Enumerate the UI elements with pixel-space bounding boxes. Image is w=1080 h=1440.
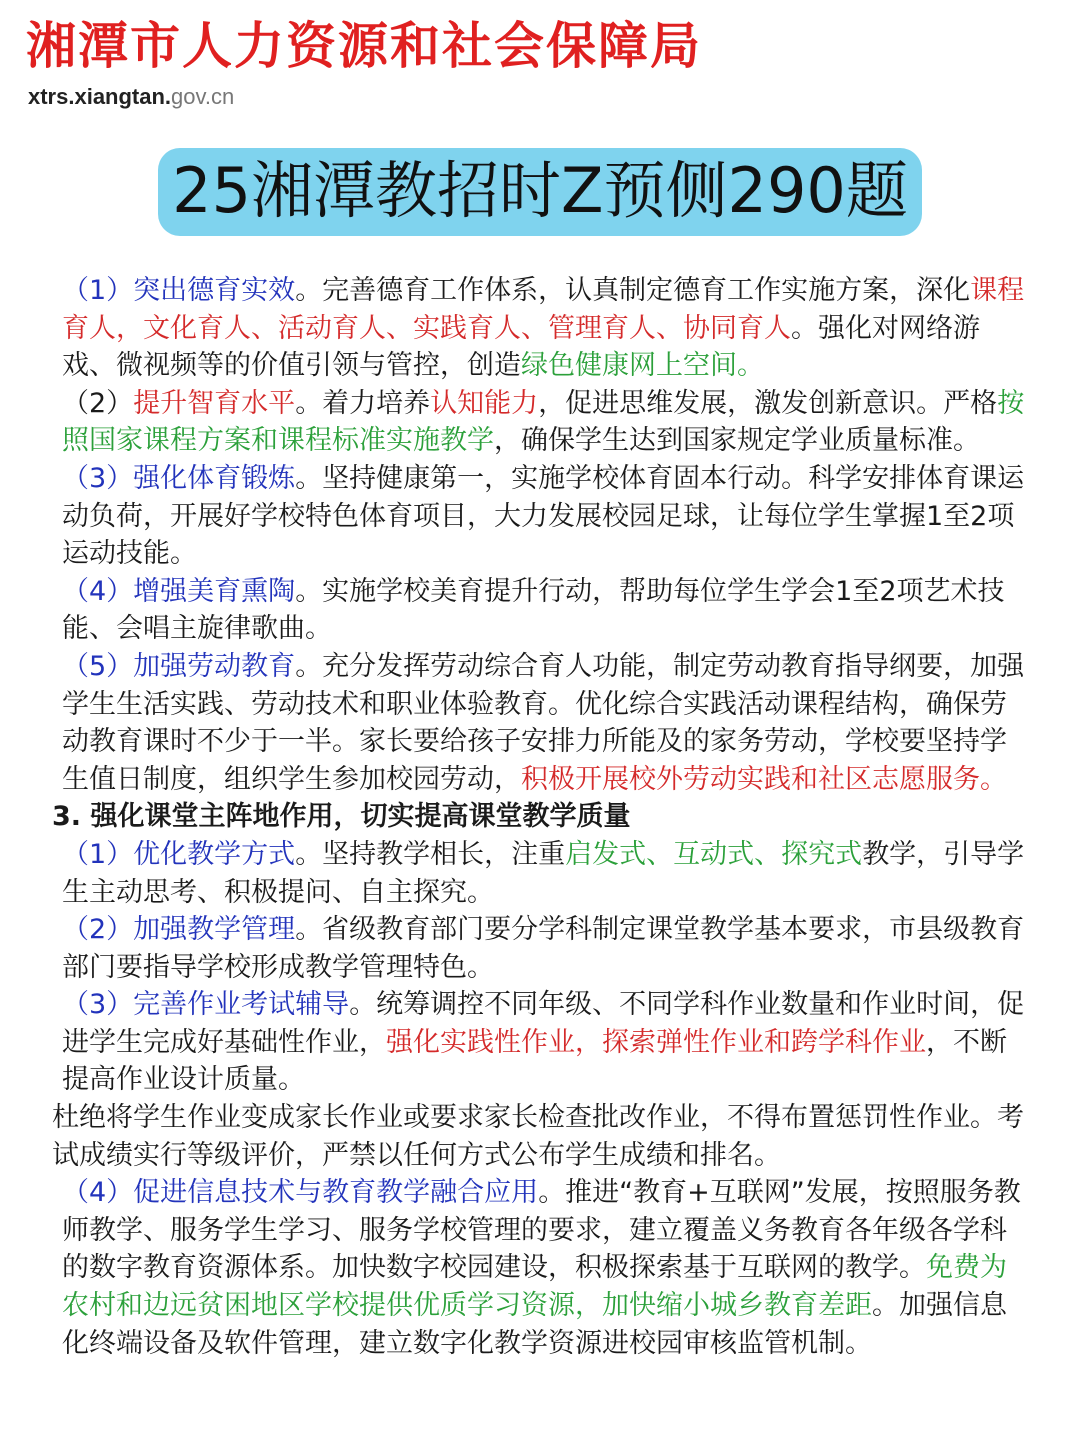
site-url-tld: gov.cn [171, 84, 235, 109]
item-text: ，确保学生达到国家规定学业质量标准。 [494, 425, 980, 457]
item-heading: （1）优化教学方式 [62, 838, 296, 870]
item-text: 。省级教育部门要分学科制定课堂教学基本要求，市县级教育部门要指导学校形成教学管理特色。 [62, 914, 1025, 983]
paragraph-information-technology [52, 1174, 1032, 1362]
item-heading: （3）完善作业考试辅导 [62, 989, 350, 1021]
highlight-red: 认知能力 [430, 387, 539, 419]
page-title: 25湘潭教招时Z预侧290题 [158, 148, 922, 236]
header [26, 14, 702, 110]
org-name: 湘潭市人力资源和社会保障局 [26, 17, 702, 75]
item-number: （2） [62, 387, 134, 419]
paragraph-homework-rules [52, 1099, 1032, 1174]
item-text: 。完善德育工作体系，认真制定德育工作实施方案，深化 [295, 275, 971, 306]
item-text: 。充分发挥劳动综合育人功能，制定劳动教育指导纲要，加强学生生活实践、劳动技术和职业体验教育。优化综合实践活动课程结构，确保劳动教育课时不少于一半。家长要给孩子安排力所能及的家务劳动，学校要坚持学生值日制度，组织学生参加校园劳动， [62, 650, 1025, 795]
paragraph-homework-exams [52, 986, 1032, 1099]
content [52, 272, 1032, 1362]
site-url-main: xtrs.xiangtan. [28, 84, 172, 109]
site-url [28, 84, 702, 110]
item-text: 。统筹调控不同年级、不同学科作业数量和作业时间，促进学生完成好基础性作业， [62, 989, 1025, 1058]
item-text: ，不断提高作业设计质量。 [62, 1026, 1007, 1096]
paragraph-moral-education [52, 272, 1032, 385]
highlight-green: 绿色健康网上空间。 [521, 350, 764, 382]
item-heading: （1）突出德育实效 [62, 275, 296, 306]
item-text: 。强化对网络游戏、微视频等的价值引领与管控，创造 [62, 312, 980, 382]
highlight-green: 启发式、互动式、探究式 [565, 838, 863, 870]
item-heading: （5）加强劳动教育 [62, 650, 296, 682]
highlight-green: 免费为农村和边远贫困地区学校提供优质学习资源，加快缩小城乡教育差距 [62, 1252, 1007, 1322]
item-text: 。坚持教学相长，注重 [295, 838, 566, 870]
paragraph-labor-education [52, 648, 1032, 798]
item-text: 教学，引导学生主动思考、积极提问、自主探究。 [62, 838, 1025, 908]
item-text: 。实施学校美育提升行动，帮助每位学生学会1至2项艺术技能、会唱主旋律歌曲。 [62, 575, 1005, 645]
highlight-green: 按照国家课程方案和课程标准实施教学 [62, 387, 1025, 457]
item-text: ，促进思维发展，激发创新意识。严格 [538, 387, 998, 419]
paragraph-teaching-methods [52, 836, 1032, 911]
item-text: 。坚持健康第一，实施学校体育固本行动。科学安排体育课运动负荷，开展好学校特色体育项目，大力发展校园足球，让每位学生掌握1至2项运动技能。 [62, 462, 1025, 570]
item-heading: （2）加强教学管理 [62, 914, 296, 946]
highlight-red: 积极开展校外劳动实践和社区志愿服务。 [521, 763, 1007, 795]
item-text: 。加强信息化终端设备及软件管理，建立数字化教学资源进校园审核监管机制。 [62, 1290, 1007, 1359]
item-heading: 提升智育水平 [133, 387, 296, 419]
item-text: 。着力培养 [295, 387, 431, 419]
item-heading: （3）强化体育锻炼 [62, 462, 296, 494]
paragraph-aesthetic-education [52, 573, 1032, 648]
highlight-red: 课程育人，文化育人、活动育人、实践育人、管理育人、协同育人 [62, 275, 1025, 344]
item-text: 杜绝将学生作业变成家长作业或要求家长检查批改作业，不得布置惩罚性作业。考试成绩实行等级评价，严禁以任何方式公布学生成绩和排名。 [52, 1102, 1024, 1171]
paragraph-physical-education [52, 460, 1032, 573]
item-heading: （4）增强美育熏陶 [62, 575, 296, 607]
highlight-red: 强化实践性作业，探索弹性作业和跨学科作业 [386, 1026, 926, 1058]
section-heading: 3. 强化课堂主阵地作用，切实提高课堂教学质量 [52, 801, 631, 833]
item-text: 。推进“教育+互联网”发展，按照服务教师教学、服务学生学习、服务学校管理的要求，建立覆盖义务教育各年级各学科的数字教育资源体系。加快数字校园建设，积极探索基于互联网的教学。 [62, 1177, 1021, 1284]
item-heading: （4）促进信息技术与教育教学融合应用 [62, 1177, 539, 1209]
paragraph-teaching-management [52, 911, 1032, 986]
title-wrap [0, 148, 1080, 236]
paragraph-intellectual-education [52, 385, 1032, 460]
